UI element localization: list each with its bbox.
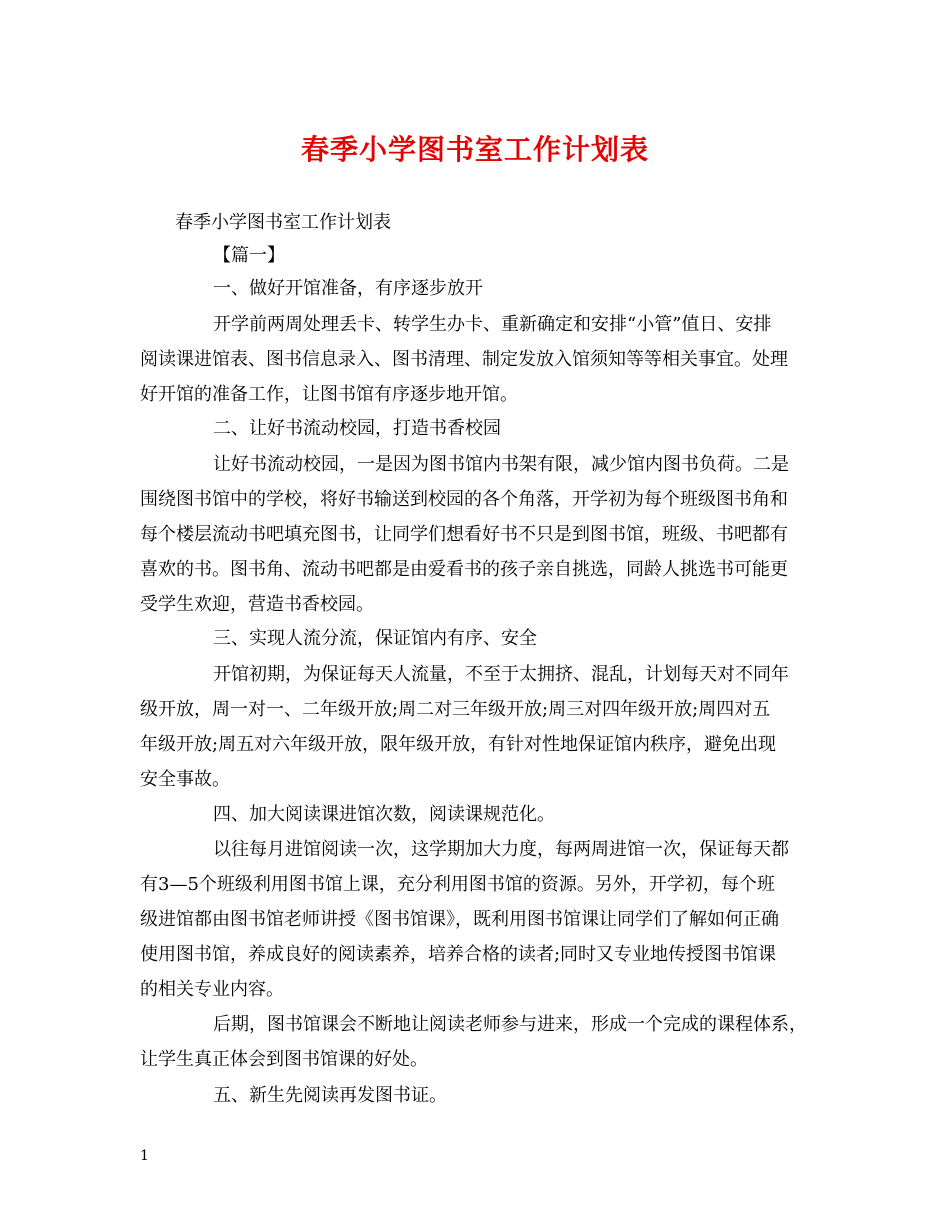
subtitle-line: 春季小学图书室工作计划表 [175,212,391,233]
paragraph-line: 开学前两周处理丢卡、转学生办卡、重新确定和安排“小管”值日、安排 [213,314,772,335]
document-title: 春季小学图书室工作计划表 [300,133,649,166]
paragraph-line: 每个楼层流动书吧填充图书，让同学们想看好书不只是到图书馆，班级、书吧都有 [140,524,788,545]
paragraph-line: 好开馆的准备工作，让图书馆有序逐步地开馆。 [140,384,518,405]
heading-1: 一、做好开馆准备，有序逐步放开 [213,278,483,299]
heading-5: 五、新生先阅读再发图书证。 [213,1085,447,1106]
paragraph-line: 开馆初期，为保证每天人流量，不至于太拥挤、混乱，计划每天对不同年 [213,664,789,685]
paragraph-line: 喜欢的书。图书角、流动书吧都是由爱看书的孩子亲自挑选，同龄人挑选书可能更 [140,559,788,580]
paragraph-line: 年级开放;周五对六年级开放，限年级开放，有针对性地保证馆内秩序，避免出现 [140,734,777,755]
paragraph-line: 使用图书馆，养成良好的阅读素养，培养合格的读者;同时又专业地传授图书馆课 [140,944,777,965]
paragraph-line: 让学生真正体会到图书馆课的好处。 [140,1049,428,1070]
paragraph-line: 以往每月进馆阅读一次，这学期加大力度，每两周进馆一次，保证每天都 [213,839,789,860]
paragraph-line: 阅读课进馆表、图书信息录入、图书清理、制定发放入馆须知等等相关事宜。处理 [140,349,788,370]
heading-4: 四、加大阅读课进馆次数，阅读课规范化。 [213,804,555,825]
paragraph-line: 后期，图书馆课会不断地让阅读老师参与进来，形成一个完成的课程体系， [213,1014,807,1035]
page-number: 1 [140,1148,149,1164]
heading-2: 二、让好书流动校园，打造书香校园 [213,418,501,439]
heading-3: 三、实现人流分流，保证馆内有序、安全 [213,628,537,649]
paragraph-line: 级开放，周一对一、二年级开放;周二对三年级开放;周三对四年级开放;周四对五 [140,699,771,720]
paragraph-line: 受学生欢迎，营造书香校园。 [140,594,374,615]
paragraph-line: 围绕图书馆中的学校，将好书输送到校园的各个角落，开学初为每个班级图书角和 [140,489,788,510]
paragraph-line: 安全事故。 [140,769,230,790]
paragraph-line: 的相关专业内容。 [140,979,284,1000]
paragraph-line: 有3—5个班级利用图书馆上课，充分利用图书馆的资源。另外，开学初，每个班 [140,874,775,895]
paragraph-line: 级进馆都由图书馆老师讲授《图书馆课》，既利用图书馆课让同学们了解如何正确 [140,909,779,930]
section-label: 【篇一】 [213,245,285,266]
paragraph-line: 让好书流动校园，一是因为图书馆内书架有限，减少馆内图书负荷。二是 [213,454,789,475]
